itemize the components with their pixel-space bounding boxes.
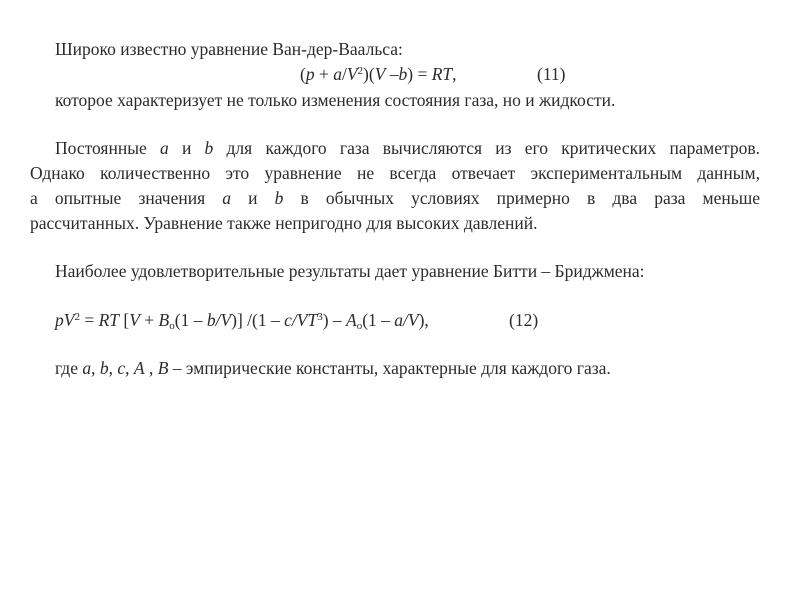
- constants-line: где a, b, c, A , B – эмпирические константы, характерные для каждого газа.: [55, 358, 611, 378]
- para2-line1: Постоянные a и b для каждого газа вычисляются из его критических параметров.: [55, 138, 760, 158]
- gas-liquid-line: которое характеризует не только изменения состояния газа, но и жидкости.: [55, 90, 616, 110]
- para2-line4: рассчитанных. Уравнение также непригодно для высоких давлений.: [30, 213, 538, 233]
- beattie-bridgeman-line: Наиболее удовлетворительные результаты дает уравнение Битти – Бриджмена:: [55, 261, 645, 281]
- equation-12: $pV^2$ = RT $[V + B_o(1 - b/V)]$ $/(1 - c/VT^3) - A_o(1 - a/V)$,: [55, 310, 429, 332]
- para2-line2: Однако количественно это уравнение не всегда отвечает экспериментальным данным,: [30, 163, 760, 183]
- equation-11-number: (11): [537, 64, 566, 84]
- intro-line: Широко известно уравнение Ван-дер-Ваальса:: [55, 39, 403, 59]
- equation-12-number: (12): [509, 310, 539, 330]
- para2-line3: а опытные значения a и b в обычных условиях примерно в два раза меньше: [30, 188, 760, 208]
- equation-11: $(p + a/V^2)(V$ –b) = RT,: [300, 64, 457, 84]
